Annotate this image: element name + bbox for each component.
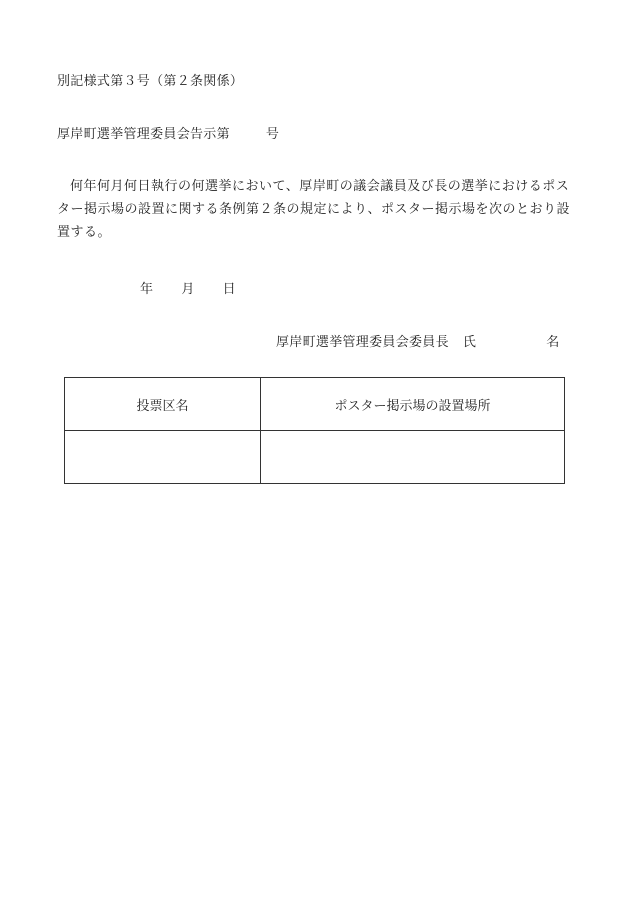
- date-day: 日: [222, 282, 236, 297]
- header-voting-district: 投票区名: [65, 378, 261, 431]
- notice-body-text: 何年何月何日執行の何選挙において、厚岸町の議会議員及び長の選挙におけるポスター掲示場の設置に関する条例第２条の規定により、ポスター掲示場を次のとおり設置する。: [57, 179, 571, 240]
- header-poster-location: ポスター掲示場の設置場所: [261, 378, 565, 431]
- table-header-row: [65, 378, 565, 431]
- chairman-title: 厚岸町選挙管理委員会委員長: [276, 335, 449, 350]
- cell-voting-district: [65, 431, 261, 484]
- notice-number-line: [57, 123, 279, 142]
- date-month: 月: [181, 282, 195, 297]
- chairman-mei: 名: [546, 335, 560, 350]
- date-line: [140, 278, 236, 297]
- form-label: 別記様式第３号（第２条関係）: [57, 74, 244, 89]
- notice-suffix: 号: [265, 127, 280, 142]
- table-row: [65, 431, 565, 484]
- date-year: 年: [140, 282, 154, 297]
- poster-location-table: [64, 377, 565, 484]
- cell-poster-location: [261, 431, 565, 484]
- notice-prefix: 厚岸町選挙管理委員会告示第: [57, 127, 230, 142]
- chairman-shi: 氏: [462, 335, 477, 350]
- chairman-line: [276, 331, 560, 350]
